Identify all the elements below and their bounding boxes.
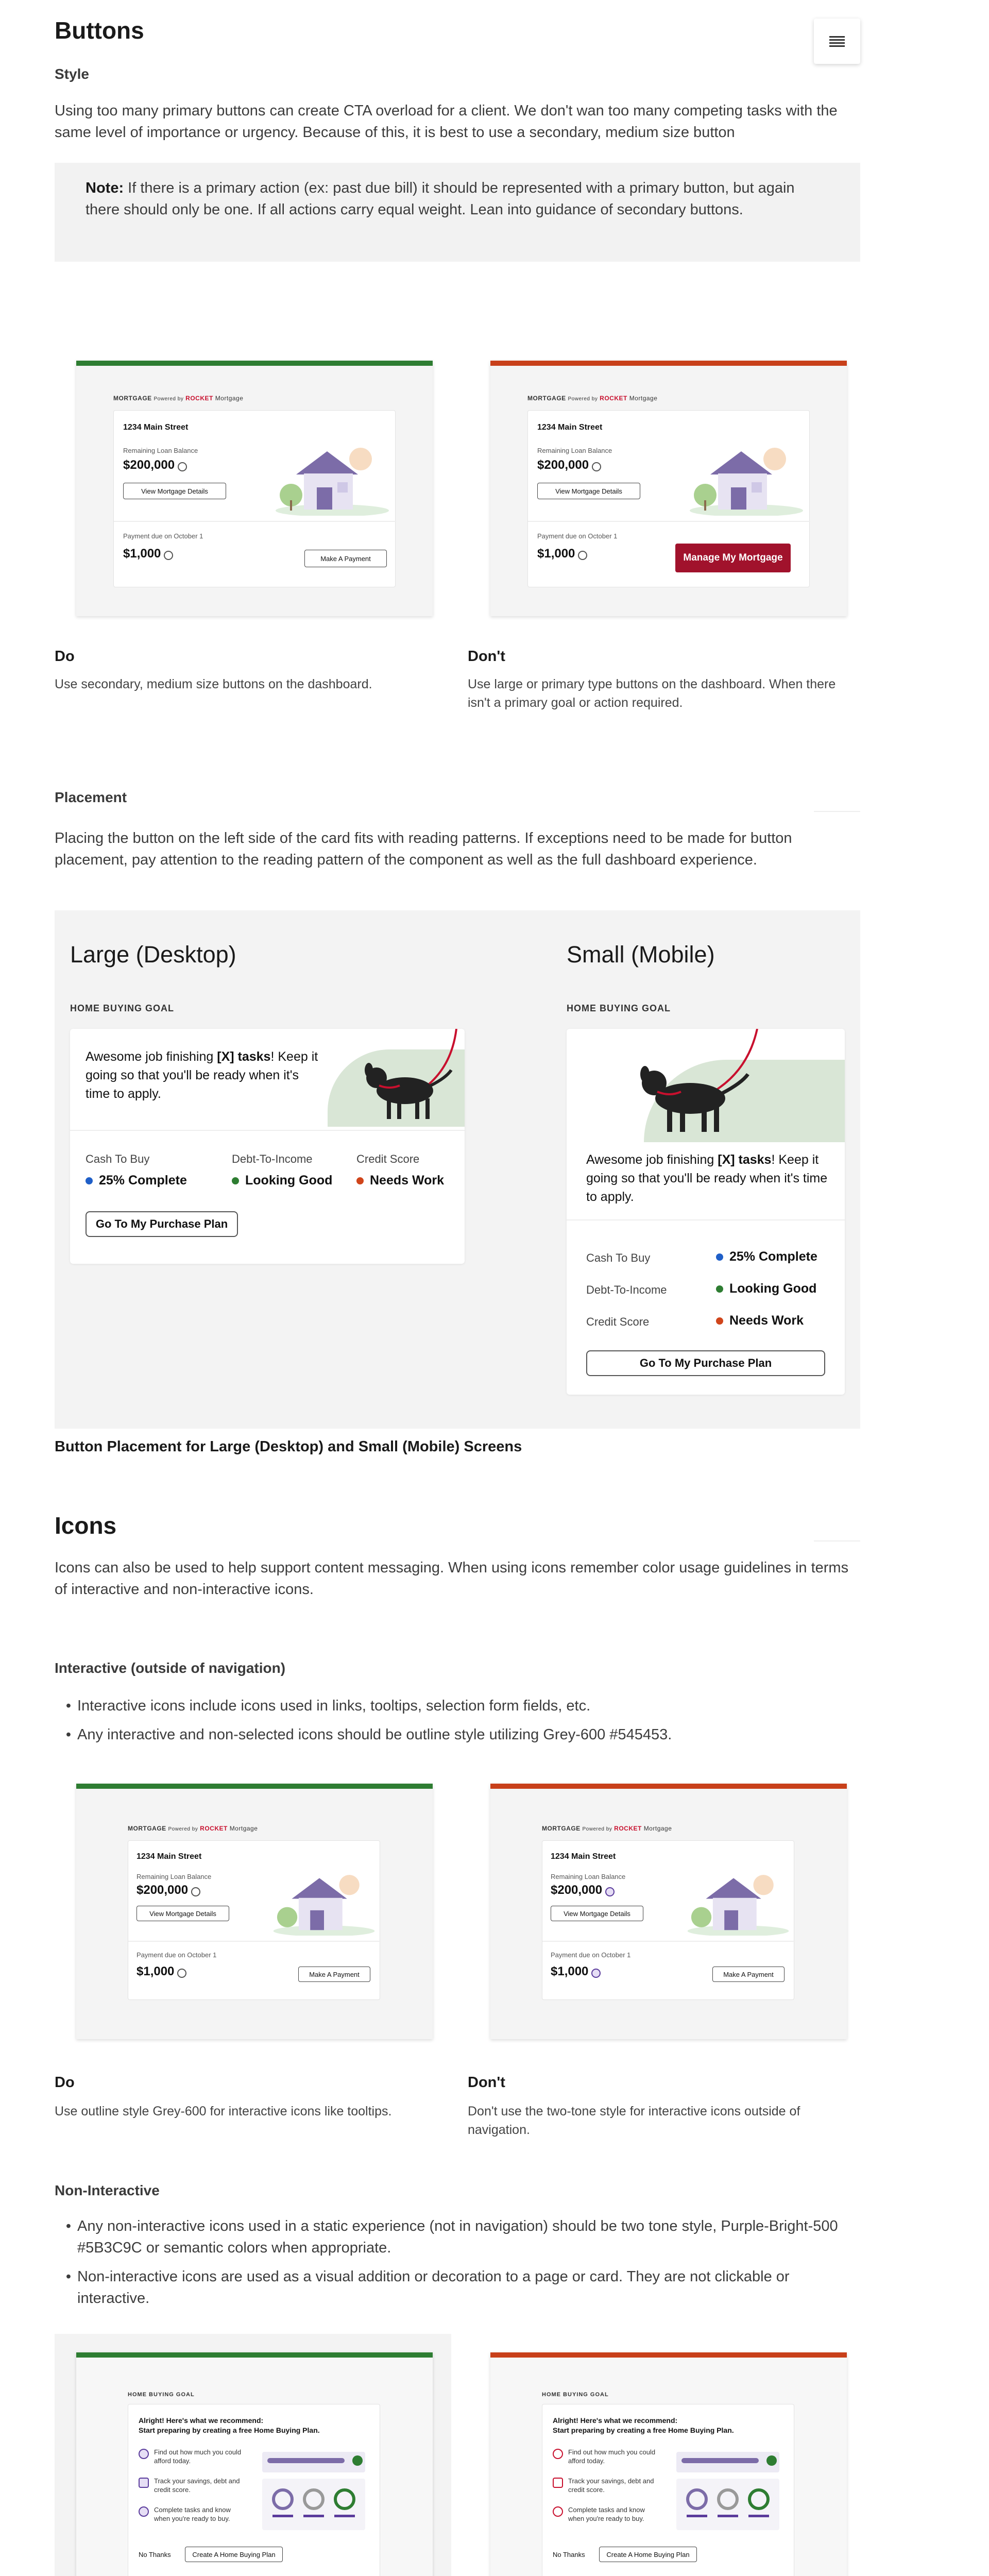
- interactive-do-text: Use outline style Grey-600 for interactive icons like tooltips.: [55, 2104, 392, 2119]
- plan-card: [542, 2404, 794, 2576]
- address: 1234 Main Street: [137, 1852, 202, 1861]
- dont-indicator-bar: [490, 1784, 847, 1789]
- payment-row: [123, 547, 173, 561]
- mortgage-card: [113, 410, 396, 587]
- small-mobile-title: Small (Mobile): [567, 941, 715, 968]
- icons-paragraph: Icons can also be used to help support content messaging. When using icons remember color usage guidelines in terms of interactive and non-interactive icons.: [55, 1560, 849, 1598]
- plan-preview-illustration: [257, 2448, 370, 2535]
- interactive-heading: Interactive (outside of navigation): [55, 1660, 286, 1676]
- mortgage-card: [527, 410, 810, 587]
- heading-divider: [814, 1540, 860, 1541]
- goal-label: HOME BUYING GOAL: [70, 1003, 175, 1013]
- info-icon[interactable]: [592, 462, 601, 471]
- buttons-dont-title: Don't: [468, 648, 505, 665]
- balance-row: [137, 1883, 200, 1897]
- balance-label: Remaining Loan Balance: [551, 1873, 626, 1880]
- metric-label-cash: Cash To Buy: [86, 1153, 150, 1165]
- placement-caption: Button Placement for Large (Desktop) and Small (Mobile) Screens: [55, 1438, 522, 1455]
- balance-row: [537, 458, 601, 472]
- dont-indicator-bar: [490, 361, 847, 366]
- list-item: Complete tasks and know when you're ready to buy.: [553, 2505, 656, 2523]
- tracking-icon: [139, 2478, 149, 2488]
- noninteractive-heading: Non-Interactive: [55, 2182, 160, 2198]
- placement-heading: Placement: [55, 789, 127, 805]
- mortgage-card: [542, 1840, 794, 2000]
- list-item: • Any interactive and non-selected icons should be outline style utilizing Grey-600 #545453.: [65, 1726, 672, 1743]
- payment-value: $1,000: [537, 547, 575, 561]
- style-heading: Style: [55, 66, 89, 82]
- tracking-icon: [553, 2478, 563, 2488]
- do-indicator-bar: [76, 361, 433, 366]
- plan-card: [128, 2404, 380, 2576]
- payment-label: Payment due on October 1: [537, 532, 618, 540]
- balance-value: $200,000: [537, 458, 589, 472]
- plan-headline: Alright! Here's what we recommend: Start preparing by creating a free Home Buying Plan.: [139, 2416, 320, 2434]
- card-divider: [528, 521, 810, 522]
- balance-label: Remaining Loan Balance: [537, 447, 612, 454]
- style-paragraph: Using too many primary buttons can create CTA overload for a client. We don't wan too many competing tasks with the same level of importance or urgency. Because of this, it is best to use a secondary, medium size button: [55, 103, 838, 141]
- payment-row: [137, 1964, 186, 1979]
- list-item: Find out how much you could afford today.: [139, 2448, 242, 2465]
- mortgage-card: [128, 1840, 380, 2000]
- do-indicator-bar: [76, 1784, 433, 1789]
- balance-value: $200,000: [551, 1883, 603, 1897]
- payment-value: $1,000: [123, 547, 161, 561]
- dog-illustration: [348, 1029, 465, 1127]
- metric-label-cash: Cash To Buy: [586, 1251, 651, 1264]
- house-illustration: [272, 1867, 376, 1936]
- list-item: Track your savings, debt and credit score.: [553, 2477, 656, 2494]
- calculator-icon: [553, 2449, 563, 2459]
- metric-value-credit: Needs Work: [356, 1173, 444, 1188]
- status-dot-icon: [86, 1177, 93, 1184]
- manage-mortgage-button[interactable]: Manage My Mortgage: [675, 544, 791, 572]
- info-icon[interactable]: [605, 1887, 615, 1896]
- list-item: Complete tasks and know when you're ready to buy.: [139, 2505, 242, 2523]
- do-mockup-icons: [76, 1784, 433, 2039]
- info-icon[interactable]: [191, 1887, 200, 1896]
- house-illustration: [276, 438, 389, 516]
- dont-indicator-bar: [490, 2352, 847, 2358]
- list-item: Track your savings, debt and credit score.: [139, 2477, 242, 2494]
- view-mortgage-details-button[interactable]: View Mortgage Details: [537, 483, 640, 499]
- mortgage-brand: MORTGAGE Powered by ROCKET Mortgage: [128, 1825, 258, 1832]
- payment-label: Payment due on October 1: [137, 1951, 217, 1959]
- placement-panel: [55, 910, 860, 1429]
- plan-headline: Alright! Here's what we recommend: Start preparing by creating a free Home Buying Plan.: [553, 2416, 734, 2434]
- list-item: • Any non-interactive icons used in a static experience (not in navigation) should be two tone style, Purple-Bright-500 #5B3C9C or semantic colors when appropriate.: [65, 2218, 838, 2256]
- status-dot-icon: [716, 1253, 723, 1261]
- card-divider: [128, 1941, 381, 1942]
- metric-value-cash: 25% Complete: [86, 1173, 187, 1188]
- calculator-icon: [139, 2449, 149, 2459]
- status-dot-icon: [356, 1177, 364, 1184]
- goal-label: HOME BUYING GOAL: [567, 1003, 671, 1013]
- card-divider: [542, 1941, 795, 1942]
- note-box: [55, 163, 860, 262]
- metric-label-dti: Debt-To-Income: [232, 1153, 313, 1165]
- metric-value-credit: Needs Work: [716, 1313, 804, 1328]
- checklist-icon: [139, 2506, 149, 2517]
- card-divider: [567, 1219, 845, 1221]
- make-payment-button[interactable]: Make A Payment: [712, 1967, 785, 1982]
- status-dot-icon: [716, 1317, 723, 1325]
- goal-label: HOME BUYING GOAL: [542, 2392, 609, 2398]
- info-icon[interactable]: [178, 462, 187, 471]
- mortgage-brand: MORTGAGE Powered by ROCKET Mortgage: [113, 395, 244, 402]
- placement-paragraph: Placing the button on the left side of the card fits with reading patterns. If exceptions need to be made for button placement, pay attention to the reading pattern of the component as well as the full dashboard experience.: [55, 830, 792, 868]
- card-divider: [70, 1130, 465, 1131]
- metric-label-credit: Credit Score: [356, 1153, 420, 1165]
- desktop-goal-card: [70, 1029, 465, 1264]
- note-label: Note:: [86, 180, 124, 196]
- balance-value: $200,000: [137, 1883, 189, 1897]
- heading-divider: [814, 811, 860, 812]
- view-mortgage-details-button[interactable]: View Mortgage Details: [123, 483, 226, 499]
- go-to-purchase-plan-button[interactable]: Go To My Purchase Plan: [586, 1350, 825, 1376]
- house-illustration: [690, 438, 803, 516]
- do-mockup-buttons: [76, 361, 433, 616]
- address: 1234 Main Street: [537, 423, 603, 432]
- no-thanks-link[interactable]: No Thanks: [139, 2551, 171, 2558]
- buttons-do-title: Do: [55, 648, 75, 665]
- create-plan-button[interactable]: Create A Home Buying Plan: [599, 2547, 697, 2562]
- payment-label: Payment due on October 1: [551, 1951, 631, 1959]
- view-mortgage-details-button[interactable]: View Mortgage Details: [137, 1906, 229, 1921]
- payment-value: $1,000: [551, 1964, 589, 1978]
- list-item: • Interactive icons include icons used in links, tooltips, selection form fields, etc.: [65, 1698, 591, 1714]
- icons-title: Icons: [55, 1512, 117, 1539]
- balance-row: [551, 1883, 615, 1897]
- dog-illustration: [613, 1029, 768, 1140]
- make-payment-button[interactable]: Make A Payment: [304, 550, 387, 567]
- mobile-goal-card: [567, 1029, 845, 1395]
- goal-message: Awesome job finishing [X] tasks! Keep it going so that you'll be ready when it's time to apply.: [86, 1049, 318, 1101]
- checklist-icon: [553, 2506, 563, 2517]
- balance-row: [123, 458, 187, 472]
- info-icon[interactable]: [578, 551, 587, 560]
- note-text: [86, 177, 829, 221]
- metric-label-credit: Credit Score: [586, 1315, 650, 1328]
- payment-row: [551, 1964, 601, 1979]
- info-icon[interactable]: [164, 551, 173, 560]
- card-divider: [114, 521, 396, 522]
- menu-icon: [829, 35, 845, 48]
- buttons-do-text: Use secondary, medium size buttons on the dashboard.: [55, 677, 372, 691]
- ni-dont-mockup: [490, 2352, 847, 2576]
- table-of-contents-button[interactable]: [814, 19, 860, 64]
- balance-label: Remaining Loan Balance: [123, 447, 198, 454]
- address: 1234 Main Street: [123, 423, 189, 432]
- interactive-do-title: Do: [55, 2074, 75, 2091]
- note-body: If there is a primary action (ex: past due bill) it should be represented with a primary button, but again there should only be one. If all actions carry equal weight. Lean into guidance of secondary buttons.: [86, 180, 795, 218]
- large-desktop-title: Large (Desktop): [70, 941, 236, 968]
- interactive-dont-title: Don't: [468, 2074, 505, 2091]
- payment-label: Payment due on October 1: [123, 532, 203, 540]
- no-thanks-link[interactable]: No Thanks: [553, 2551, 585, 2558]
- dont-mockup-icons: [490, 1784, 847, 2039]
- goal-message: Awesome job finishing [X] tasks! Keep it going so that you'll be ready when it's time to apply.: [586, 1153, 828, 1204]
- goal-label: HOME BUYING GOAL: [128, 2392, 195, 2398]
- dont-mockup-buttons: [490, 361, 847, 616]
- make-payment-button[interactable]: Make A Payment: [298, 1967, 370, 1982]
- plan-preview-illustration: [671, 2448, 785, 2535]
- buttons-title: Buttons: [55, 17, 144, 44]
- list-item: • Non-interactive icons are used as a visual addition or decoration to a page or card. They are not clickable or interactive.: [65, 2268, 790, 2307]
- mortgage-brand: MORTGAGE Powered by ROCKET Mortgage: [527, 395, 658, 402]
- interactive-dont-text: Don't use the two-tone style for interactive icons outside of navigation.: [468, 2104, 800, 2137]
- payment-value: $1,000: [137, 1964, 175, 1978]
- balance-value: $200,000: [123, 458, 175, 472]
- ni-do-mockup: [76, 2352, 433, 2576]
- house-illustration: [687, 1867, 790, 1936]
- info-icon[interactable]: [177, 1969, 186, 1978]
- buttons-dont-text: Use large or primary type buttons on the dashboard. When there isn't a primary goal or action required.: [468, 677, 836, 710]
- create-plan-button[interactable]: Create A Home Buying Plan: [185, 2547, 283, 2562]
- metric-label-dti: Debt-To-Income: [586, 1283, 667, 1296]
- status-dot-icon: [232, 1177, 239, 1184]
- view-mortgage-details-button[interactable]: View Mortgage Details: [551, 1906, 643, 1921]
- go-to-purchase-plan-button[interactable]: Go To My Purchase Plan: [86, 1211, 238, 1237]
- metric-value-dti: Looking Good: [232, 1173, 332, 1188]
- metric-value-cash: 25% Complete: [716, 1249, 817, 1264]
- address: 1234 Main Street: [551, 1852, 616, 1861]
- info-icon[interactable]: [591, 1969, 601, 1978]
- status-dot-icon: [716, 1285, 723, 1293]
- list-item: Find out how much you could afford today.: [553, 2448, 656, 2465]
- payment-row: [537, 547, 587, 561]
- balance-label: Remaining Loan Balance: [137, 1873, 212, 1880]
- metric-value-dti: Looking Good: [716, 1281, 816, 1296]
- do-indicator-bar: [76, 2352, 433, 2358]
- mortgage-brand: MORTGAGE Powered by ROCKET Mortgage: [542, 1825, 672, 1832]
